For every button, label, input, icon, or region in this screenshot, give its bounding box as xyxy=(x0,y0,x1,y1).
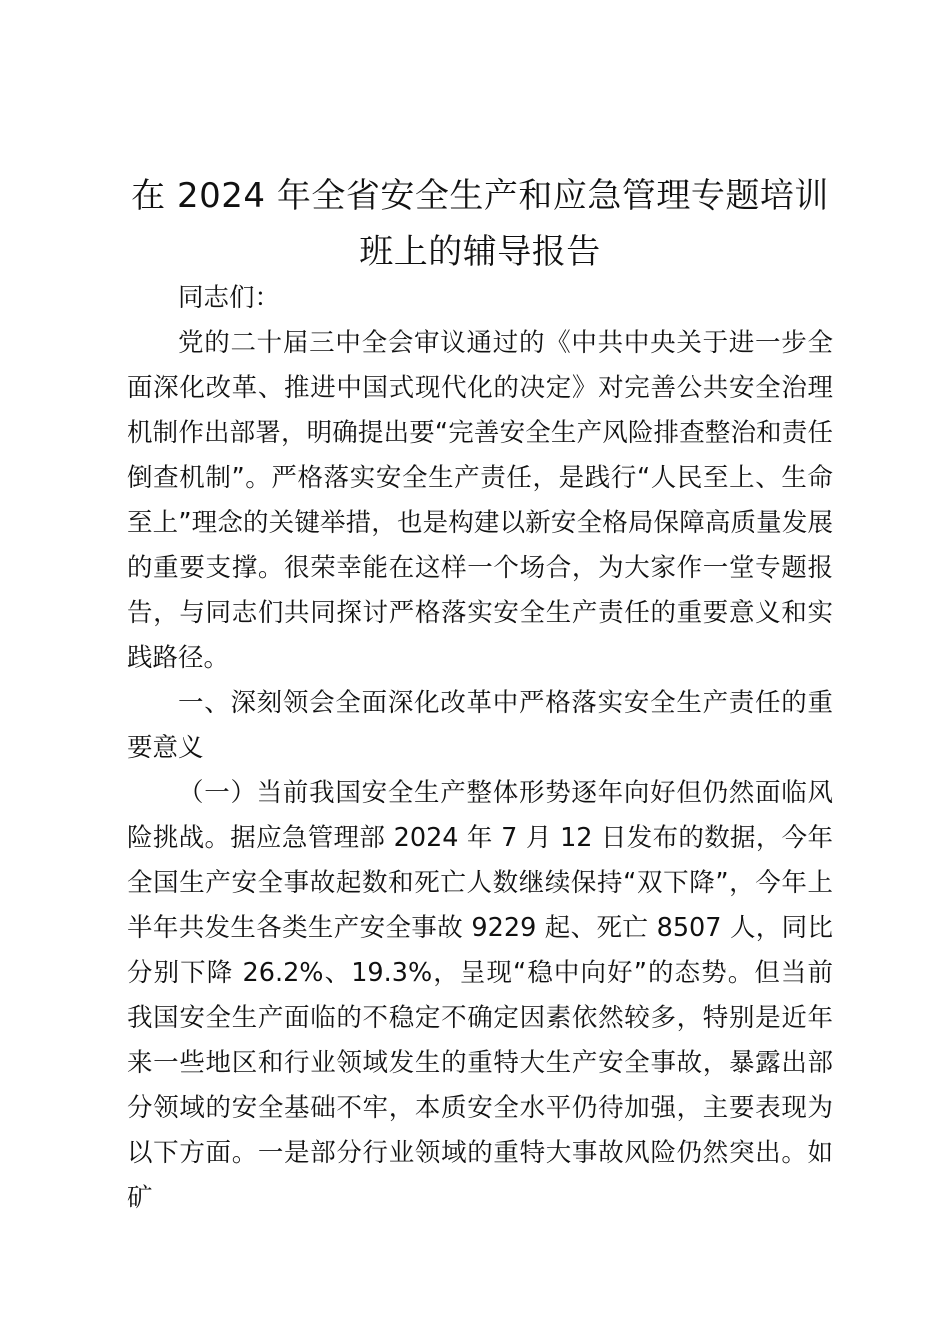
salutation: 同志们： xyxy=(178,283,281,313)
paragraph-intro: 党的二十届三中全会审议通过的《中共中央关于进一步全面深化改革、推进中国式现代化的决定》对完善公共安全治理机制作出部署，明确提出要“完善安全生产风险排查整治和责任倒查机制”。严格落实安全生产责任，是践行“人民至上、生命至上”理念的关键举措，也是构建以新安全格局保障高质量发展的重要支撑。很荣幸能在这样一个场合，为大家作一堂专题报告，与同志们共同探讨严格落实安全生产责任的重要意义和实践路径。 xyxy=(127,328,833,673)
title-line-2: 班上的辅导报告 xyxy=(359,232,601,272)
paragraph-subsection-1: （一）当前我国安全生产整体形势逐年向好但仍然面临风险挑战。据应急管理部 2024 年 7 月 12 日发布的数据，今年全国生产安全事故起数和死亡人数继续保持“双下降”，今年上半年共发生各类生产安全事故 9229 起、死亡 8507 人，同比分别下降 26.2%、19.3%，呈现“稳中向好”的态势。但当前我国安全生产面临的不稳定不确定因素依然较多，特别是近年来一些地区和行业领域发生的重特大生产安全事故，暴露出部分领域的安全基础不牢，本质安全水平仍待加强，主要表现为以下方面。一是部分行业领域的重特大事故风险仍然突出。如矿 xyxy=(127,778,833,1213)
section-heading-1: 一、深刻领会全面深化改革中严格落实安全生产责任的重要意义 xyxy=(127,688,833,763)
document-body xyxy=(127,276,833,1221)
title-line-1: 在 2024 年全省安全生产和应急管理专题培训 xyxy=(131,176,829,216)
document-title xyxy=(110,168,850,280)
